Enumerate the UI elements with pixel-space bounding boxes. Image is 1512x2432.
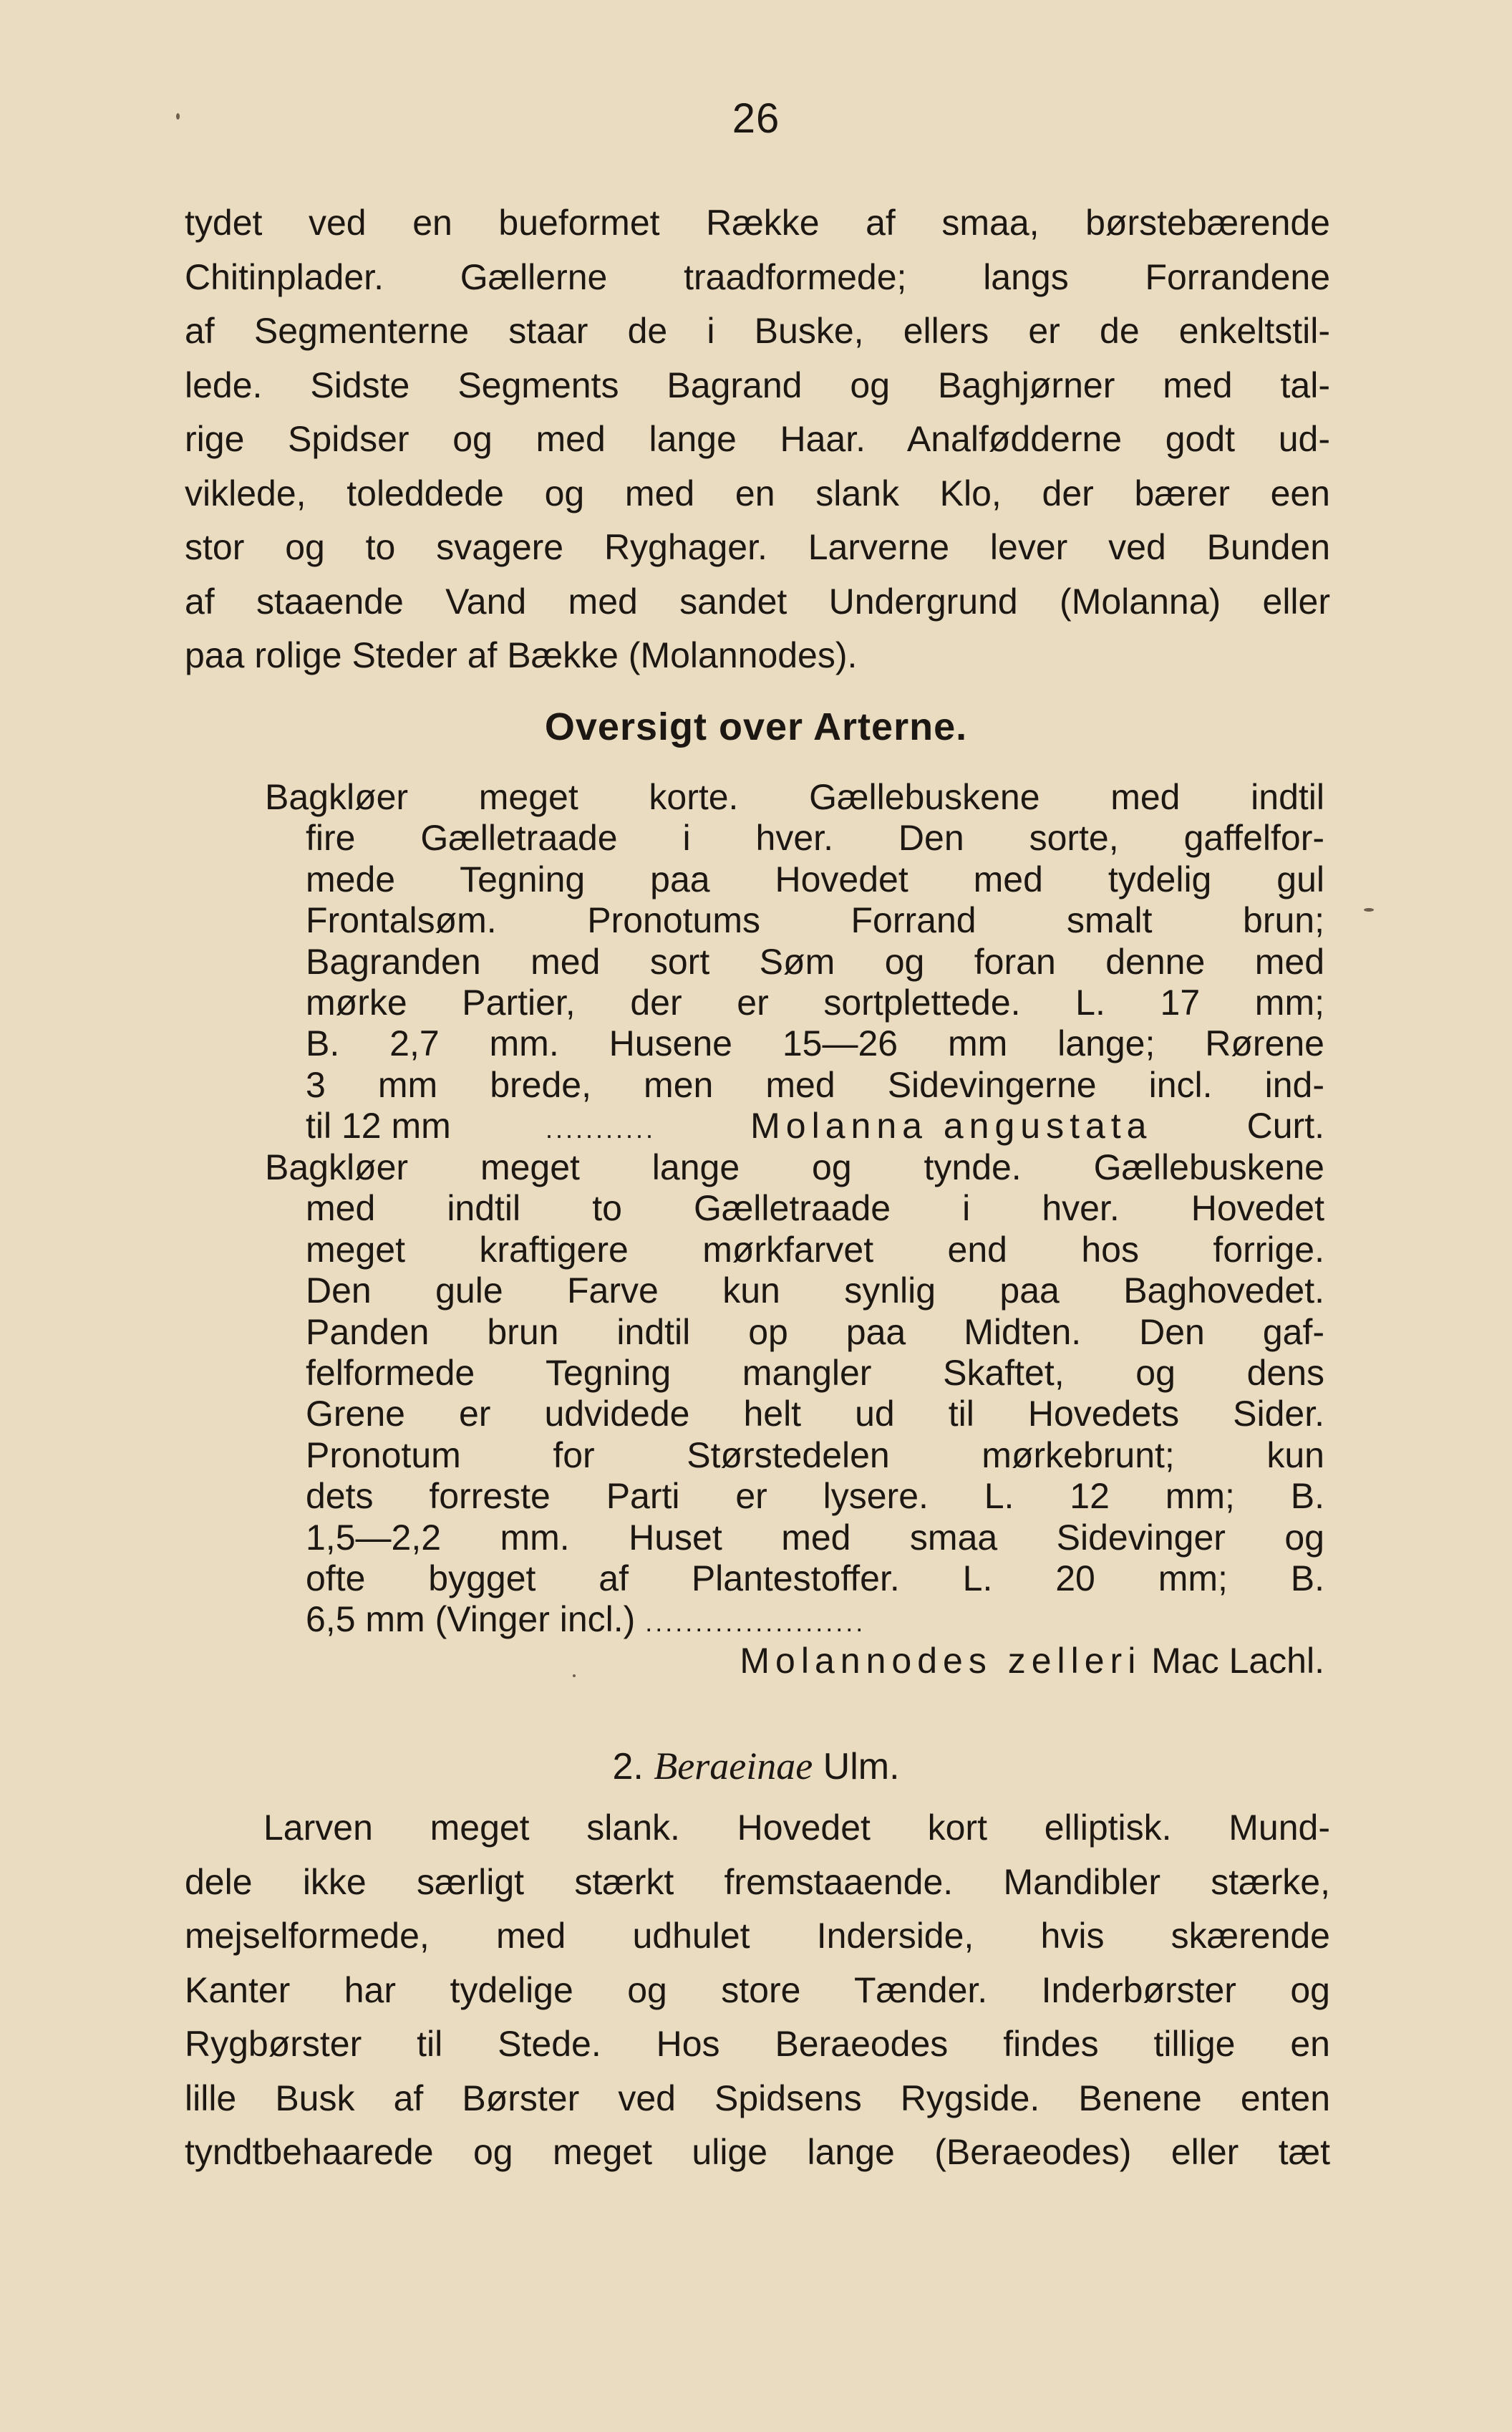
key-final-prefix: til 12 mm (306, 1106, 451, 1147)
key-line: fire Gælletraade i hver. Den sorte, gaffelfor- (306, 818, 1324, 859)
text-line: stor og to svagere Ryghager. Larverne lever ved Bunden (185, 527, 1330, 567)
intro-paragraph (185, 196, 1330, 683)
text-line: tyndtbehaarede og meget ulige lange (Beraeodes) eller tæt (185, 2132, 1330, 2172)
key-line: B. 2,7 mm. Husene 15—26 mm lange; Rørene (306, 1023, 1324, 1064)
key-line: ofte bygget af Plantestoffer. L. 20 mm; B. (306, 1558, 1324, 1598)
text-line: af Segmenterne staar de i Buske, ellers er de enkeltstil- (185, 311, 1330, 351)
text-line: lede. Sidste Segments Bagrand og Baghjørner med tal- (185, 365, 1330, 405)
text-line: paa rolige Steder af Bække (Molannodes). (185, 635, 858, 675)
key-line: felformede Tegning mangler Skaftet, og dens (306, 1352, 1324, 1393)
taxon-name: Molannodes zelleri (740, 1640, 1142, 1681)
taxon-line (265, 1641, 1324, 1681)
text-line: viklede, toleddede og med en slank Klo, der bærer een (185, 473, 1330, 513)
text-line: dele ikke særligt stærkt fremstaaende. Mandibler stærke, (185, 1861, 1330, 1902)
key-line: 3 mm brede, men med Sidevingerne incl. ind- (306, 1064, 1324, 1105)
key-line: Bagkløer meget lange og tynde. Gællebuskene (265, 1147, 1324, 1187)
key-line: meget kraftigere mørkfarvet end hos forrige. (306, 1229, 1324, 1270)
text-line: rige Spidser og med lange Haar. Analfødderne godt ud- (185, 419, 1330, 459)
key-final-line (265, 1106, 1324, 1147)
taxon-name: Molanna angustata (750, 1106, 1153, 1147)
key-line: dets forreste Parti er lysere. L. 12 mm; B. (306, 1476, 1324, 1517)
text-line: Rygbørster til Stede. Hos Beraeodes findes tillige en (185, 2024, 1330, 2064)
section-title (0, 1744, 1512, 1788)
leader-dots: ........... (545, 1114, 656, 1144)
page-speck (1364, 908, 1374, 912)
section-number: 2. (612, 1746, 644, 1787)
key-line: Bagranden med sort Søm og foran denne med (306, 941, 1324, 982)
key-heading: Oversigt over Arterne. (544, 705, 968, 748)
page-number: 26 (732, 95, 780, 142)
text-line: Larven meget slank. Hovedet kort elliptisk. Mund- (263, 1808, 1330, 1848)
section-paragraph (185, 1801, 1330, 2180)
key-line: Pronotum for Størstedelen mørkebrunt; kun (306, 1434, 1324, 1475)
taxon-author: Mac Lachl. (1151, 1640, 1324, 1681)
text-line: Chitinplader. Gællerne traadformede; langs Forrandene (185, 256, 1330, 297)
section-author: Ulm. (823, 1746, 900, 1787)
section-name: Beraeinae (654, 1745, 813, 1787)
key-final-prefix: 6,5 mm (Vinger incl.) (306, 1599, 636, 1640)
leader-dots: ...................... (645, 1608, 866, 1638)
text-line: mejselformede, med udhulet Inderside, hvis skærende (185, 1916, 1330, 1956)
key-line: mede Tegning paa Hovedet med tydelig gul (306, 859, 1324, 899)
key-line: Bagkløer meget korte. Gællebuskene med indtil (265, 777, 1324, 817)
key-line: 1,5—2,2 mm. Huset med smaa Sidevinger og (306, 1517, 1324, 1558)
key-line: mørke Partier, der er sortplettede. L. 17 mm; (306, 982, 1324, 1023)
text-line: af staaende Vand med sandet Undergrund (Molanna) eller (185, 581, 1330, 622)
key-line: Panden brun indtil op paa Midten. Den gaf- (306, 1311, 1324, 1352)
text-line: Kanter har tydelige og store Tænder. Inderbørster og (185, 1969, 1330, 2010)
key-line: Grene er udvidede helt ud til Hovedets Sider. (306, 1394, 1324, 1434)
key-line: Den gule Farve kun synlig paa Baghovedet. (306, 1270, 1324, 1311)
species-key-first (265, 777, 1324, 1147)
text-line: lille Busk af Børster ved Spidsens Rygside. Benene enten (185, 2078, 1330, 2118)
text-line: tydet ved en bueformet Række af smaa, børstebærende (185, 203, 1330, 243)
key-line: Frontalsøm. Pronotums Forrand smalt brun; (306, 900, 1324, 941)
taxon-author: Curt. (1246, 1106, 1324, 1147)
key-line: med indtil to Gælletraade i hver. Hovedet (306, 1188, 1324, 1229)
key-final-line (265, 1599, 1432, 1640)
species-key-second (265, 1147, 1324, 1681)
